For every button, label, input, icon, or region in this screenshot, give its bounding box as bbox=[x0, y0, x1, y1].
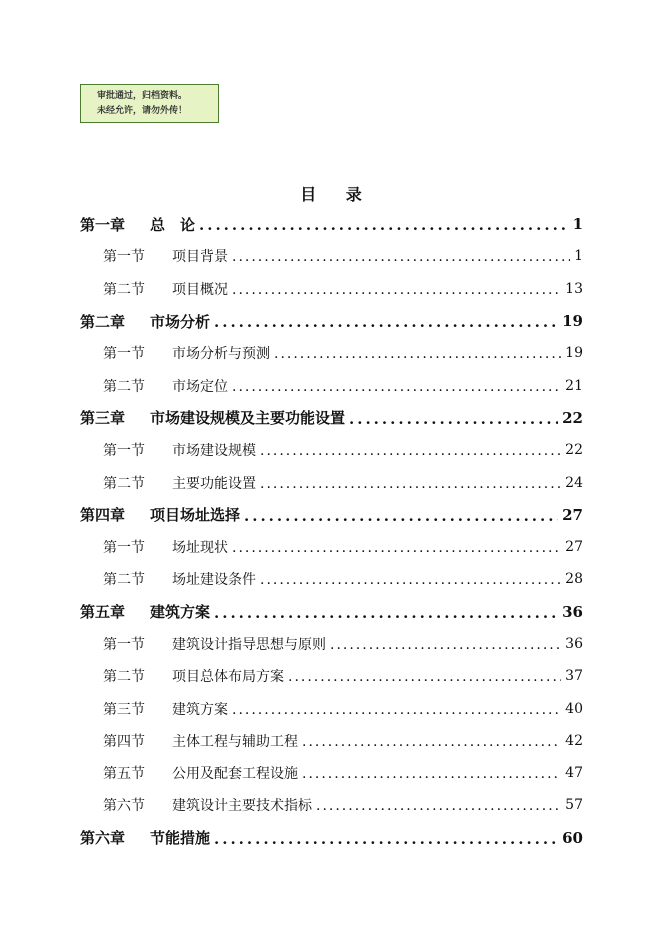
entry-number: 第五节 bbox=[103, 766, 145, 783]
entry-title: 项目背景 bbox=[172, 249, 228, 266]
entry-title: 建筑设计指导思想与原则 bbox=[172, 637, 326, 653]
entry-page-number: 60 bbox=[562, 828, 583, 847]
dot-leader bbox=[244, 507, 558, 525]
approval-notice-box bbox=[80, 84, 219, 123]
toc-section-entry[interactable] bbox=[80, 660, 583, 692]
dot-leader bbox=[232, 702, 561, 718]
entry-page-number: 21 bbox=[565, 377, 583, 394]
dot-leader bbox=[260, 572, 561, 588]
dot-leader bbox=[199, 216, 569, 234]
entry-page-number: 36 bbox=[562, 602, 583, 621]
entry-number: 第一节 bbox=[103, 443, 145, 460]
toc-section-entry[interactable] bbox=[80, 531, 583, 563]
dot-leader bbox=[214, 830, 558, 848]
entry-title: 节能措施 bbox=[150, 829, 211, 848]
entry-number: 第六节 bbox=[103, 798, 145, 815]
dot-leader bbox=[214, 604, 558, 622]
entry-page-number: 22 bbox=[565, 442, 583, 459]
entry-title: 市场定位 bbox=[172, 378, 228, 395]
entry-page-number: 19 bbox=[565, 345, 583, 362]
toc-section-entry[interactable] bbox=[80, 240, 583, 272]
entry-page-number: 28 bbox=[565, 571, 583, 588]
table-of-contents bbox=[80, 208, 583, 854]
toc-section-entry[interactable] bbox=[80, 692, 583, 724]
dot-leader bbox=[214, 313, 558, 331]
entry-number: 第四节 bbox=[103, 733, 145, 750]
entry-page-number: 1 bbox=[572, 215, 583, 234]
entry-page-number: 37 bbox=[565, 668, 583, 685]
toc-section-entry[interactable] bbox=[80, 563, 583, 595]
entry-number: 第四章 bbox=[80, 506, 126, 525]
toc-chapter-entry[interactable] bbox=[80, 402, 583, 434]
entry-title: 建筑设计主要技术指标 bbox=[172, 798, 312, 815]
entry-page-number: 36 bbox=[565, 636, 583, 652]
entry-number: 第二节 bbox=[103, 572, 145, 589]
dot-leader bbox=[260, 443, 561, 459]
dot-leader bbox=[302, 734, 561, 750]
dot-leader bbox=[316, 798, 561, 814]
dot-leader bbox=[330, 637, 561, 653]
notice-line-2: 未经允许，请勿外传！ bbox=[97, 106, 188, 116]
entry-page-number: 22 bbox=[562, 408, 583, 427]
entry-title: 场址现状 bbox=[172, 540, 228, 557]
dot-leader bbox=[274, 346, 561, 362]
toc-chapter-entry[interactable] bbox=[80, 208, 583, 240]
entry-title: 主要功能设置 bbox=[172, 475, 256, 492]
toc-chapter-entry[interactable] bbox=[80, 499, 583, 531]
toc-section-entry[interactable] bbox=[80, 337, 583, 369]
dot-leader bbox=[302, 766, 561, 782]
toc-section-entry[interactable] bbox=[80, 757, 583, 789]
entry-title: 市场分析与预测 bbox=[172, 346, 270, 363]
entry-title: 公用及配套工程设施 bbox=[172, 766, 298, 783]
entry-title: 建筑方案 bbox=[150, 603, 211, 622]
entry-number: 第六章 bbox=[80, 829, 126, 848]
entry-number: 第五章 bbox=[80, 603, 126, 622]
entry-title: 场址建设条件 bbox=[172, 572, 256, 589]
toc-section-entry[interactable] bbox=[80, 725, 583, 757]
entry-number: 第一节 bbox=[103, 249, 145, 266]
entry-number: 第一节 bbox=[103, 540, 145, 557]
entry-page-number: 27 bbox=[565, 539, 583, 556]
dot-leader bbox=[349, 410, 558, 428]
entry-title: 市场建设规模及主要功能设置 bbox=[150, 409, 346, 428]
dot-leader bbox=[232, 282, 561, 298]
entry-page-number: 47 bbox=[565, 765, 583, 782]
entry-number: 第一节 bbox=[103, 637, 145, 653]
entry-page-number: 27 bbox=[562, 505, 583, 524]
entry-page-number: 19 bbox=[562, 312, 583, 331]
entry-title: 项目概况 bbox=[172, 281, 228, 298]
dot-leader bbox=[288, 669, 561, 685]
dot-leader bbox=[232, 540, 561, 556]
toc-section-entry[interactable] bbox=[80, 628, 583, 660]
entry-number: 第二章 bbox=[80, 312, 126, 331]
toc-title: 目 录 bbox=[300, 185, 374, 204]
entry-number: 第二节 bbox=[103, 475, 145, 492]
entry-number: 第二节 bbox=[103, 281, 145, 298]
entry-number: 第二节 bbox=[103, 669, 145, 686]
notice-line-1: 审批通过，归档资料。 bbox=[97, 91, 188, 101]
entry-page-number: 57 bbox=[565, 797, 583, 814]
toc-section-entry[interactable] bbox=[80, 434, 583, 466]
entry-number: 第一章 bbox=[80, 215, 126, 234]
toc-chapter-entry[interactable] bbox=[80, 305, 583, 337]
toc-section-entry[interactable] bbox=[80, 369, 583, 401]
dot-leader bbox=[232, 379, 561, 395]
entry-page-number: 42 bbox=[565, 732, 583, 749]
toc-section-entry[interactable] bbox=[80, 789, 583, 821]
entry-title: 总 论 bbox=[150, 215, 196, 234]
entry-page-number: 1 bbox=[574, 248, 583, 265]
entry-title: 建筑方案 bbox=[172, 701, 228, 718]
entry-page-number: 24 bbox=[565, 474, 583, 491]
entry-title: 项目场址选择 bbox=[150, 506, 241, 525]
entry-title: 项目总体布局方案 bbox=[172, 669, 284, 686]
dot-leader bbox=[260, 476, 561, 492]
entry-number: 第三节 bbox=[103, 701, 145, 718]
entry-page-number: 40 bbox=[565, 700, 583, 717]
entry-number: 第三章 bbox=[80, 409, 126, 428]
entry-number: 第二节 bbox=[103, 378, 145, 395]
entry-title: 主体工程与辅助工程 bbox=[172, 733, 298, 750]
entry-title: 市场建设规模 bbox=[172, 443, 256, 460]
entry-number: 第一节 bbox=[103, 346, 145, 363]
dot-leader bbox=[232, 249, 570, 265]
toc-section-entry[interactable] bbox=[80, 273, 583, 305]
toc-section-entry[interactable] bbox=[80, 466, 583, 498]
entry-page-number: 13 bbox=[565, 280, 583, 297]
entry-title: 市场分析 bbox=[150, 312, 211, 331]
toc-chapter-entry[interactable] bbox=[80, 596, 583, 628]
toc-chapter-entry[interactable] bbox=[80, 822, 583, 854]
